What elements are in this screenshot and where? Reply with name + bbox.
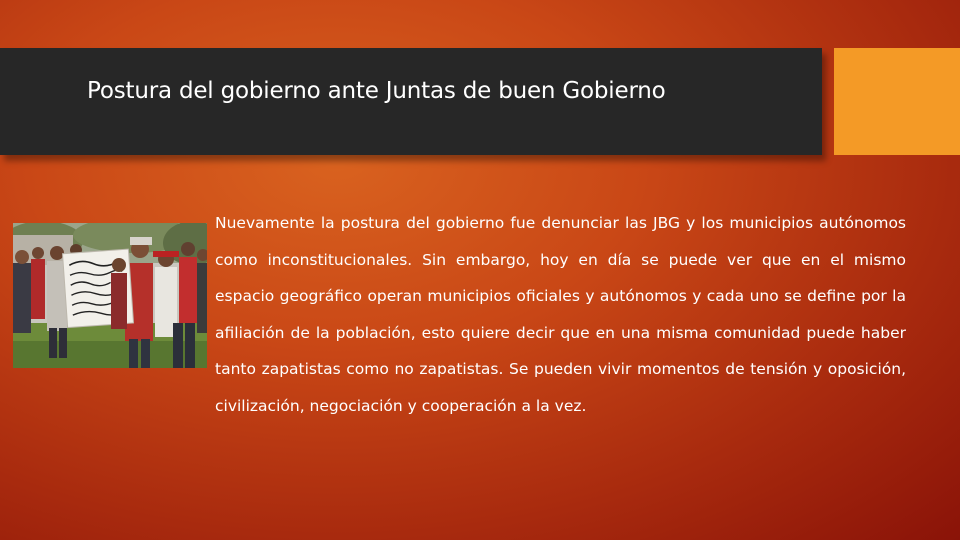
slide-body-text: Nuevamente la postura del gobierno fue denunciar las JBG y los municipios autónomos como inconstitucionales. Sin embargo, hoy en día se puede ver que en el mismo espacio geográfico operan municipios oficiales y autónomos y cada uno se define por la afiliación de la población, esto quiere decir que en una misma comunidad puede haber tanto zapatistas como no zapatistas. Se pueden vivir momentos de tensión y oposición, civilización, negociación y cooperación a la vez. xyxy=(215,214,906,415)
slide-title: Postura del gobierno ante Juntas de buen Gobierno xyxy=(87,78,666,104)
accent-box xyxy=(834,48,960,155)
protest-photo xyxy=(13,223,207,368)
protest-photo-image xyxy=(13,223,207,368)
